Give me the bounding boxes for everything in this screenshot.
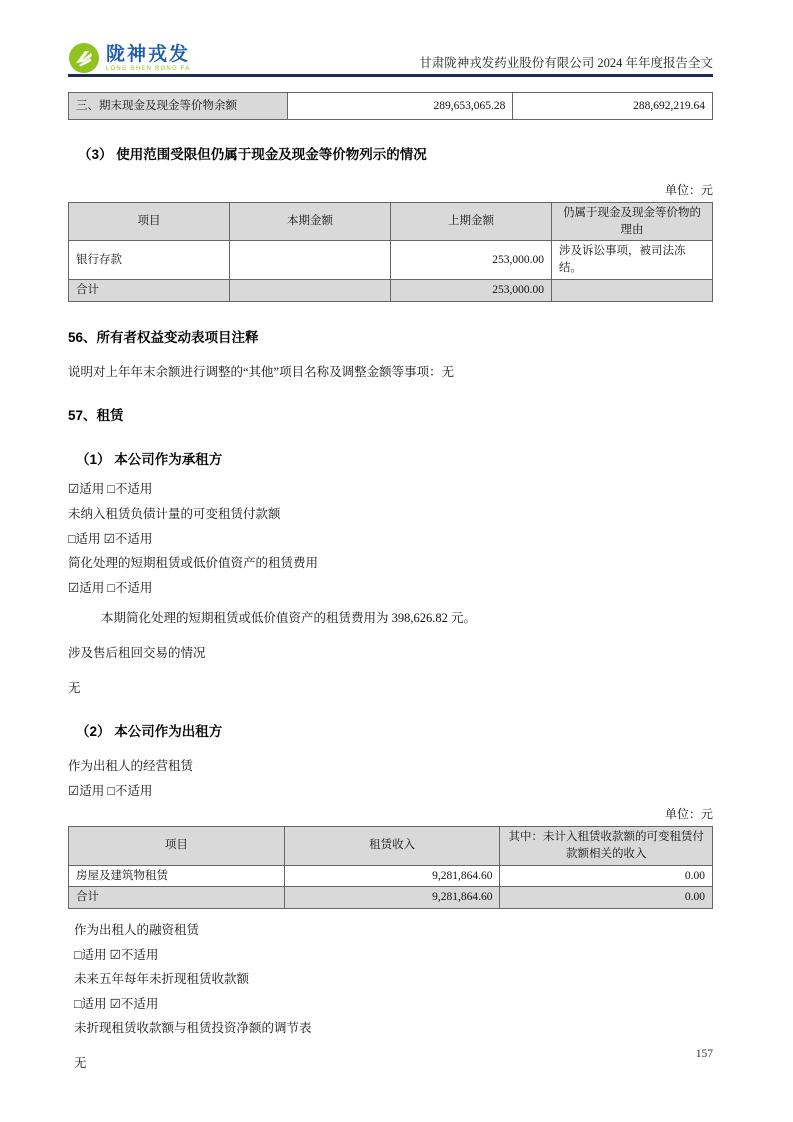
variable-income-cell: 0.00: [500, 865, 713, 887]
item-cell: 合计: [69, 279, 230, 301]
logo-text: [106, 45, 190, 72]
current-amount-cell: [230, 279, 391, 301]
operating-lease-label: 作为出租人的经营租赁: [68, 759, 194, 774]
column-header: 上期金额: [391, 203, 552, 241]
cash-balance-table: [68, 92, 713, 120]
applicability-line: □适用 ☑不适用: [74, 947, 159, 962]
table-total-row: [69, 279, 713, 301]
row-label-cell: 三、期末现金及现金等价物余额: [69, 93, 288, 120]
table-header-row: [69, 203, 713, 241]
variable-income-cell: 0.00: [500, 887, 713, 909]
page-number: 157: [695, 1048, 713, 1060]
sale-leaseback-label: 涉及售后租回交易的情况: [68, 646, 206, 661]
prior-amount-cell: 253,000.00: [391, 279, 552, 301]
short-term-lease-note: 本期简化处理的短期租赁或低价值资产的租赁费用为 398,626.82 元。: [101, 611, 477, 626]
item-cell: 银行存款: [69, 241, 230, 279]
logo-icon: [68, 42, 100, 74]
income-cell: 9,281,864.60: [284, 865, 500, 887]
sale-leaseback-value: 无: [68, 680, 81, 695]
applicability-line: ☑适用 □不适用: [68, 783, 153, 798]
table-row: [69, 865, 713, 887]
column-header: 项目: [69, 203, 230, 241]
reconciliation-value: 无: [74, 1056, 87, 1071]
short-term-lease-label: 简化处理的短期租赁或低价值资产的租赁费用: [68, 556, 319, 571]
finance-lease-label: 作为出租人的融资租赁: [74, 922, 200, 937]
page-header: [68, 40, 713, 74]
applicability-line: □适用 ☑不适用: [74, 996, 159, 1011]
logo-text-cn: 陇神戎发: [106, 43, 191, 65]
item-cell: 房屋及建筑物租赁: [69, 865, 285, 887]
applicability-line: ☑适用 □不适用: [68, 482, 153, 497]
applicability-line: □适用 ☑不适用: [68, 531, 153, 546]
table-row: [69, 93, 713, 120]
lessee-heading: （1） 本公司作为承租方: [76, 452, 223, 468]
unit-label: 单位：元: [664, 183, 713, 197]
lessor-heading: （2） 本公司作为出租方: [76, 724, 223, 740]
applicability-line: ☑适用 □不适用: [68, 580, 153, 595]
logo-text-en: LONG SHEN RONG FA: [106, 65, 191, 72]
section-56-heading: 56、所有者权益变动表项目注释: [68, 329, 259, 345]
column-header: 其中：未计入租赁收款额的可变租赁付款额相关的收入: [500, 826, 713, 865]
section-57-heading: 57、租赁: [68, 408, 124, 424]
column-header: 本期金额: [230, 203, 391, 241]
company-logo: [68, 42, 190, 74]
page-content: [68, 77, 713, 1072]
column-header: 项目: [69, 826, 285, 865]
current-amount-cell: [230, 241, 391, 279]
prior-amount-cell: 288,692,219.64: [513, 93, 713, 120]
lease-income-table: [68, 826, 713, 909]
table-total-row: [69, 887, 713, 909]
column-header: 租赁收入: [284, 826, 500, 865]
section-3-heading: （3） 使用范围受限但仍属于现金及现金等价物列示的情况: [78, 147, 427, 162]
item-cell: 合计: [69, 887, 285, 909]
table-row: [69, 241, 713, 279]
reason-cell: [552, 279, 713, 301]
adjustment-note: 说明对上年年末余额进行调整的“其他”项目名称及调整金额等事项：无: [68, 364, 455, 379]
future-receipts-label: 未来五年每年未折现租赁收款额: [74, 972, 250, 987]
unit-label: 单位：元: [664, 806, 713, 821]
variable-lease-label: 未纳入租赁负债计量的可变租赁付款额: [68, 506, 281, 521]
table-header-row: [69, 826, 713, 865]
column-header: 仍属于现金及现金等价物的理由: [552, 203, 713, 241]
restricted-cash-table: [68, 202, 713, 302]
document-title: 甘肃陇神戎发药业股份有限公司 2024 年年度报告全文: [419, 56, 713, 70]
reason-cell: 涉及诉讼事项，被司法冻结。: [552, 241, 713, 279]
prior-amount-cell: 253,000.00: [391, 241, 552, 279]
income-cell: 9,281,864.60: [284, 887, 500, 909]
reconciliation-label: 未折现租赁收款额与租赁投资净额的调节表: [74, 1021, 312, 1036]
current-amount-cell: 289,653,065.28: [287, 93, 512, 120]
